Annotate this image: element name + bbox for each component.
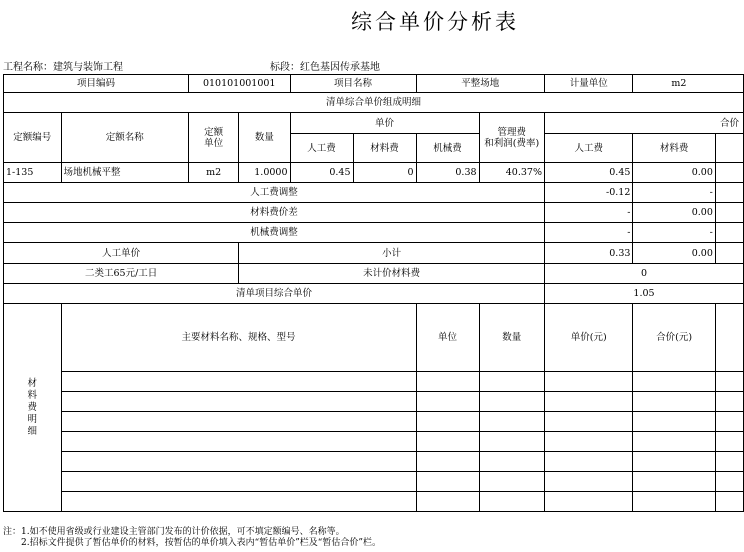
material-row <box>4 412 744 432</box>
header-row <box>4 75 744 93</box>
col-unit-price: 单价 <box>290 113 479 134</box>
labor-price-label: 人工单价 <box>4 243 239 264</box>
subtotal-row <box>4 243 744 264</box>
worker-rate: 二类工65元/工日 <box>4 264 239 284</box>
adjust-label: 材料费价差 <box>4 203 545 223</box>
detail-title: 清单综合单价组成明细 <box>4 93 744 113</box>
material-row <box>4 372 744 392</box>
col-quota-code: 定额编号 <box>4 113 62 163</box>
composite-value: 1.05 <box>544 284 743 304</box>
material-row <box>4 492 744 512</box>
unpriced-row <box>4 264 744 284</box>
col-qty: 数量 <box>239 113 290 163</box>
col-quota-name: 定额名称 <box>61 113 188 163</box>
quota-qty: 1.0000 <box>239 163 290 183</box>
col-t-labor: 人工费 <box>544 134 632 163</box>
adjust-material: - <box>633 183 715 203</box>
col-total-price: 合价 <box>544 113 743 134</box>
col-t-extra <box>715 134 743 163</box>
name-label: 项目名称 <box>290 75 416 93</box>
material-row <box>4 432 744 452</box>
adjust-labor: -0.12 <box>544 183 632 203</box>
unit-label: 计量单位 <box>544 75 632 93</box>
quota-material: 0 <box>353 163 416 183</box>
composite-label: 清单项目综合单价 <box>4 284 545 304</box>
adjust-material: - <box>633 223 715 243</box>
composite-row <box>4 284 744 304</box>
quota-labor: 0.45 <box>290 163 353 183</box>
material-row <box>4 452 744 472</box>
note-1: 注：1.如不使用省级或行业建设主管部门发布的计价依据，可不填定额编号、名称等。 <box>3 527 345 537</box>
page-title: 综合单价分析表 <box>351 10 519 34</box>
adjust-labor: - <box>544 203 632 223</box>
column-head-row-1 <box>4 113 744 134</box>
adjust-row <box>4 223 744 243</box>
subtotal-material: 0.00 <box>633 243 715 264</box>
quota-name: 场地机械平整 <box>61 163 188 183</box>
unpriced-value: 0 <box>544 264 743 284</box>
col-t-material: 材料费 <box>633 134 715 163</box>
adjust-labor: - <box>544 223 632 243</box>
material-total-label: 合价(元) <box>633 304 715 372</box>
code-value: 010101001001 <box>188 75 290 93</box>
name-value: 平整场地 <box>416 75 544 93</box>
col-mgmt: 管理费 和利润(费率) <box>479 113 544 163</box>
material-qty-label: 数量 <box>479 304 544 372</box>
section-name: 标段：红色基因传承基地 <box>270 62 380 73</box>
subtotal-labor: 0.33 <box>544 243 632 264</box>
col-labor: 人工费 <box>290 134 353 163</box>
analysis-table <box>3 74 744 512</box>
quota-total-labor: 0.45 <box>544 163 632 183</box>
adjust-row <box>4 203 744 223</box>
quota-machine: 0.38 <box>416 163 479 183</box>
project-name: 工程名称：建筑与装饰工程 <box>3 62 123 73</box>
material-price-label: 单价(元) <box>544 304 632 372</box>
adjust-label: 机械费调整 <box>4 223 545 243</box>
adjust-row <box>4 183 744 203</box>
adjust-label: 人工费调整 <box>4 183 545 203</box>
adjust-material: 0.00 <box>633 203 715 223</box>
material-row <box>4 392 744 412</box>
subtotal-label: 小计 <box>239 243 545 264</box>
quota-total-material: 0.00 <box>633 163 715 183</box>
detail-title-row <box>4 93 744 113</box>
note-2: 2.招标文件提供了暂估单价的材料，按暂估的单价填入表内“暂估单价”栏及“暂估合价”栏。 <box>3 538 381 548</box>
material-name-label: 主要材料名称、规格、型号 <box>61 304 416 372</box>
code-label: 项目编码 <box>4 75 189 93</box>
col-machine: 机械费 <box>416 134 479 163</box>
col-material: 材料费 <box>353 134 416 163</box>
quota-mgmt: 40.37% <box>479 163 544 183</box>
material-side-label: 材 料 费 明 细 <box>4 304 62 512</box>
material-unit-label: 单位 <box>416 304 479 372</box>
unpriced-label: 未计价材料费 <box>239 264 545 284</box>
quota-row <box>4 163 744 183</box>
notes <box>3 527 381 549</box>
col-quota-unit: 定额 单位 <box>188 113 238 163</box>
material-row <box>4 472 744 492</box>
unit-value: m2 <box>633 75 744 93</box>
quota-unit: m2 <box>188 163 238 183</box>
material-head-row <box>4 304 744 372</box>
quota-code: 1-135 <box>4 163 62 183</box>
